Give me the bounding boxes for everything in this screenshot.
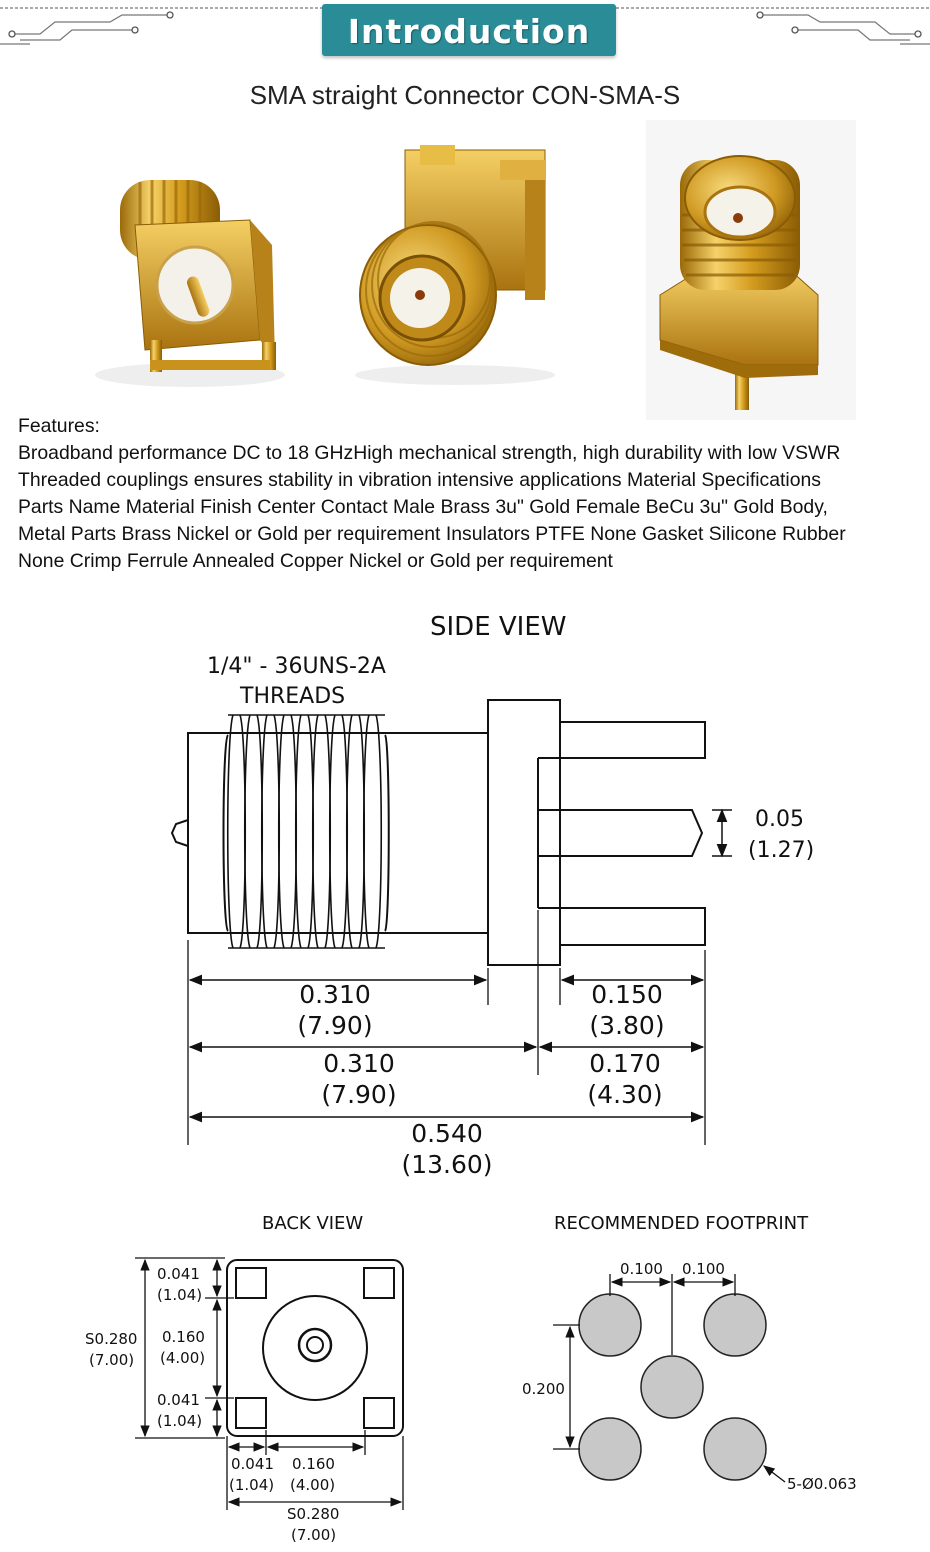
footprint-dim-height: 0.200 bbox=[522, 1380, 565, 1398]
back-dim-side: S0.280 bbox=[85, 1330, 138, 1348]
thread-type-label: THREADS bbox=[240, 684, 346, 709]
back-dim-x1-mm: (1.04) bbox=[229, 1476, 275, 1494]
features-line: None Crimp Ferrule Annealed Copper Nickel or Gold per requirement bbox=[18, 550, 613, 572]
dim-pin-length-mm: (3.80) bbox=[589, 1011, 665, 1040]
dim-rear-inch: 0.170 bbox=[589, 1049, 661, 1078]
side-view-title: SIDE VIEW bbox=[430, 612, 567, 642]
back-dim-top-mm: (1.04) bbox=[157, 1286, 203, 1304]
dim-pin-length-inch: 0.150 bbox=[591, 980, 663, 1009]
dim-front-mm: (7.90) bbox=[321, 1080, 397, 1109]
dim-total-inch: 0.540 bbox=[411, 1119, 483, 1148]
features-line: Metal Parts Brass Nickel or Gold per requirement Insulators PTFE None Gasket Silicone Rubber bbox=[18, 523, 846, 545]
dim-rear-mm: (4.30) bbox=[587, 1080, 663, 1109]
back-dim-width-mm: (7.00) bbox=[291, 1526, 337, 1544]
thread-spec-label: 1/4" - 36UNS-2A bbox=[207, 654, 386, 679]
features-heading: Features: bbox=[18, 415, 100, 437]
back-dim-mid: 0.160 bbox=[162, 1328, 205, 1346]
features-line: Threaded couplings ensures stability in vibration intensive applications Material Specifications bbox=[18, 469, 821, 491]
back-dim-bottom-mm: (1.04) bbox=[157, 1412, 203, 1430]
footprint-title: RECOMMENDED FOOTPRINT bbox=[554, 1213, 809, 1234]
features-line: Parts Name Material Finish Center Contact Male Brass 3u" Gold Female BeCu 3u" Gold Body, bbox=[18, 496, 828, 518]
back-dim-width: S0.280 bbox=[287, 1505, 340, 1523]
back-dim-side-mm: (7.00) bbox=[89, 1351, 135, 1369]
dim-body-inch: 0.310 bbox=[299, 980, 371, 1009]
side-view-drawing bbox=[172, 700, 732, 1145]
pin-dim-inch: 0.05 bbox=[755, 807, 804, 832]
footprint-drawing bbox=[553, 1274, 785, 1482]
back-dim-x2-mm: (4.00) bbox=[290, 1476, 336, 1494]
back-view-title: BACK VIEW bbox=[262, 1213, 364, 1234]
dim-total-mm: (13.60) bbox=[401, 1150, 493, 1179]
features-line: Broadband performance DC to 18 GHzHigh mechanical strength, high durability with low VSWR bbox=[18, 442, 841, 464]
footprint-hole-label: 5-Ø0.063 bbox=[787, 1475, 857, 1493]
back-dim-mid-mm: (4.00) bbox=[160, 1349, 206, 1367]
dim-front-inch: 0.310 bbox=[323, 1049, 395, 1078]
back-dim-x1: 0.041 bbox=[231, 1455, 274, 1473]
product-subtitle: SMA straight Connector CON-SMA-S bbox=[249, 80, 681, 110]
footprint-dim-right: 0.100 bbox=[682, 1260, 725, 1278]
back-dim-bottom: 0.041 bbox=[157, 1391, 200, 1409]
back-dim-x2: 0.160 bbox=[292, 1455, 335, 1473]
footprint-dim-left: 0.100 bbox=[620, 1260, 663, 1278]
dim-body-mm: (7.90) bbox=[297, 1011, 373, 1040]
pin-dim-mm: (1.27) bbox=[748, 838, 815, 863]
page-title: Introduction bbox=[347, 12, 591, 51]
back-dim-top: 0.041 bbox=[157, 1265, 200, 1283]
